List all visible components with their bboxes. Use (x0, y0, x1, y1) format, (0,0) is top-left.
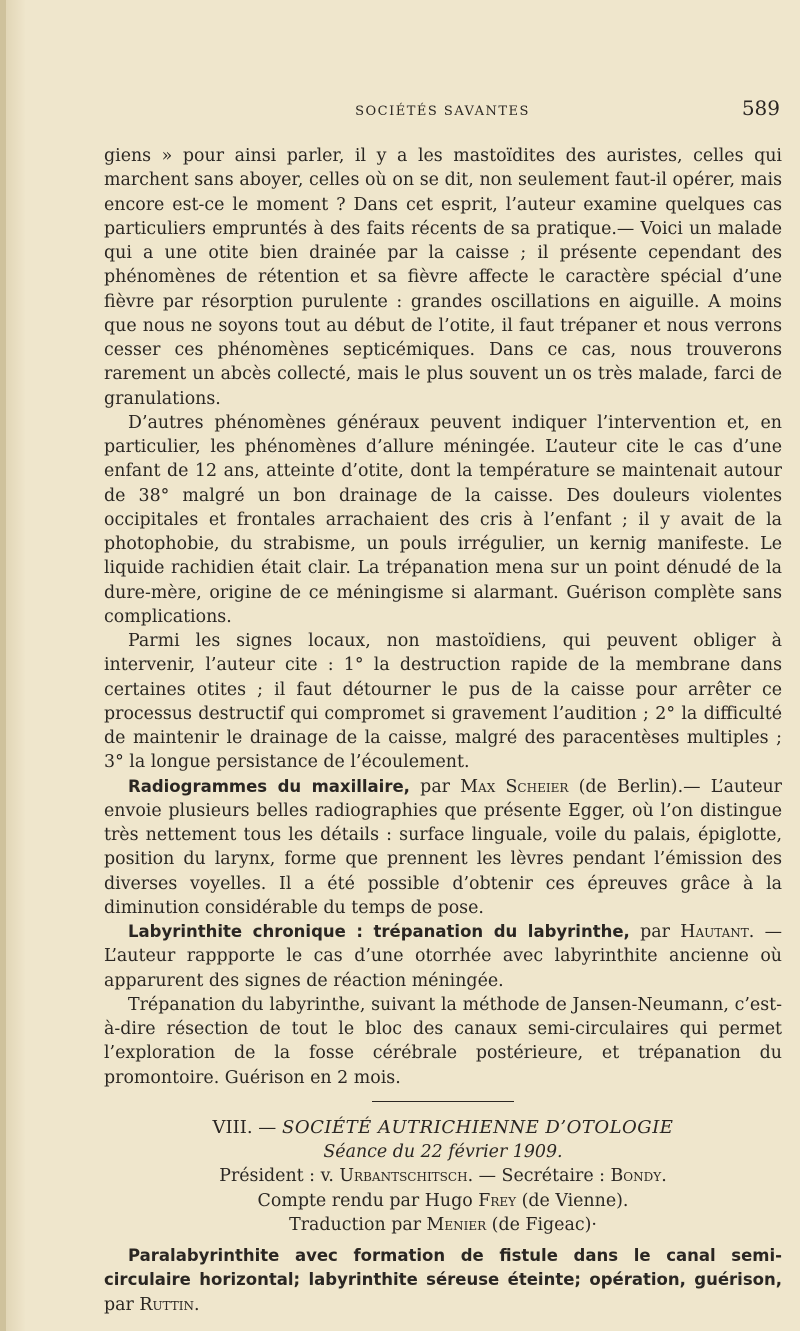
article-title-paralabyrinthite: Paralabyrinthite avec formation de fistule dans le canal semi-circulaire horizontal; labyrinthite séreuse éteinte; opération, guérison, (104, 1246, 782, 1290)
page-header (105, 96, 780, 126)
section-title: SOCIÉTÉ AUTRICHIENNE D’OTOLOGIE (282, 1116, 674, 1138)
report-label: Compte rendu par Hugo (257, 1190, 479, 1211)
body-text (104, 144, 782, 1317)
paragraph-radiogrammes-text: (de Berlin).— L’auteur envoie plusieurs belles radiographies que présente Egger, où l’on distingue très nettement tous les détails : surface linguale, voile du palais, épiglotte, position du larynx, forme que prennent les lèvres pendant l’émission des diverses voyelles. Il a été possible d’obtenir ces épreuves grâce à la diminution considérable du temps de pose. (104, 776, 782, 918)
section-number: VIII. — (212, 1116, 283, 1138)
author-hautant: Hautant (680, 922, 749, 942)
paragraph-general-phenomena: D’autres phénomènes généraux peuvent indiquer l’intervention et, en particulier, les phénomènes d’allure méningée. L’auteur cite le cas d’une enfant de 12 ans, atteinte d’otite, dont la température se maintenait autour de 38° malgré un bon drainage de la caisse. Des douleurs violentes occipitales et frontales arrachaient des cris à l’enfant ; il y avait de la photophobie, du strabisme, un pouls irrégulier, un kernig manifeste. Le liquide rachidien était clair. La trépanation mena sur un point dénudé de la dure-mère, origine de ce méningisme si alarmant. Guérison complète sans complications. (104, 412, 782, 627)
author-ruttin: Ruttin (139, 1294, 195, 1315)
paragraph-labyrinthite (104, 920, 782, 993)
president-name: Urbantschitsch (339, 1166, 468, 1187)
paragraph-trepanation: Trépanation du labyrinthe, suivant la méthode de Jansen-Neumann, c’est-à-dire résection de tout le bloc des canaux semi-circulaires qui permet l’exploration de la fosse cérébrale postérieure, et trépanation du promontoire. Guérison en 2 mois. (104, 994, 782, 1088)
section-divider (372, 1101, 514, 1102)
paragraph-local-signs: Parmi les signes locaux, non mastoïdiens, qui peuvent obliger à intervenir, l’auteur cite : 1° la destruction rapide de la membrane dans certaines otites ; il faut détourner le pus de la caisse pour arrêter ce processus destructif qui compromet si gravement l’audition ; 2° la difficulté de maintenir le drainage de la caisse, malgré des paracentèses multiples ; 3° la longue persistance de l’écoulement. (104, 631, 782, 773)
running-head: SOCIÉTÉS SAVANTES (355, 104, 530, 119)
secretary-label: . — Secrétaire : (467, 1166, 611, 1187)
paragraph-mastoiditis: giens » pour ainsi parler, il y a les mastoïdites des auristes, celles qui marchent sans aboyer, celles où on se dit, non seulement faut-il opérer, mais encore est-ce le moment ? Dans cet esprit, l’auteur examine quelques cas particuliers empruntés à des faits récents de sa pratique.— Voici un malade qui a une otite bien drainée par la caisse ; il présente cependant des phénomènes de rétention et sa fièvre affecte le caractère spécial d’une fièvre par résorption purulente : grandes oscillations en aiguille. A moins que nous ne soyons tout au début de l’otite, il faut trépaner et nous verrons cesser ces phénomènes septicémiques. Dans ce cas, nous trouverons rarement un abcès collecté, mais le plus souvent un os très malade, farci de granulations. (104, 146, 782, 409)
paragraph-end: . (194, 1294, 200, 1315)
translation-label: Traduction par (289, 1214, 427, 1235)
paragraph-radiogrammes (104, 775, 782, 921)
section-heading (104, 1116, 782, 1140)
by-text: par (629, 922, 681, 942)
secretary-name: Bondy (610, 1166, 662, 1187)
report-end: (de Vienne). (516, 1190, 629, 1211)
reporter-name: Frey (478, 1190, 517, 1211)
article-title-labyrinthite: Labyrinthite chronique : trépanation du labyrinthe, (128, 922, 630, 941)
officers-line (104, 1164, 782, 1188)
secretary-end: . (661, 1166, 667, 1187)
author-scheier: Max Scheier (460, 776, 569, 797)
page-number: 589 (741, 96, 780, 120)
translation-line (104, 1213, 782, 1237)
by-text: par (104, 1294, 140, 1315)
session-date: Séance du 22 février 1909. (323, 1142, 563, 1162)
paragraph-labyrinthite-text: . — L’auteur rappporte le cas d’une otorrhée avec labyrinthite ancienne où apparurent des signes de réaction méningée. (104, 922, 782, 991)
translator-name: Menier (426, 1214, 487, 1235)
article-title-radiogrammes: Radiogrammes du maxillaire, (128, 776, 410, 796)
translation-end: (de Figeac)· (486, 1214, 597, 1235)
paragraph-paralabyrinthite (104, 1244, 782, 1317)
by-text: par (409, 776, 461, 797)
report-line (104, 1189, 782, 1213)
binding-shadow (0, 0, 6, 1331)
president-label: Président : v. (219, 1166, 340, 1187)
